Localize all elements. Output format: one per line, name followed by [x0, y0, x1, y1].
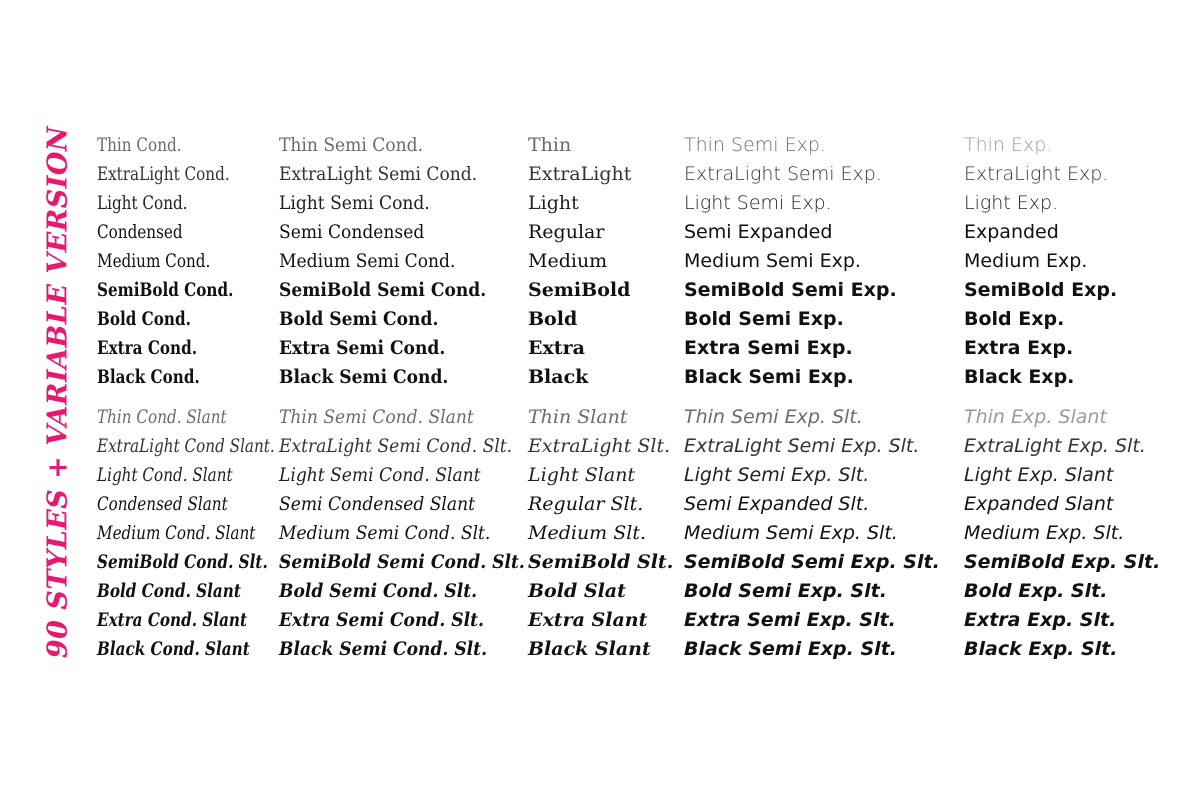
style-label: Expanded	[964, 221, 1059, 243]
style-label: Thin	[528, 134, 572, 156]
style-label: SemiBold Semi Cond. Slt.	[279, 551, 525, 573]
style-label: Thin Exp. Slant	[964, 406, 1107, 428]
style-label: Light	[528, 192, 579, 214]
slant-group	[279, 403, 552, 664]
style-label: Light Semi Cond.	[279, 192, 430, 214]
style-label: Thin Semi Cond. Slant	[279, 406, 474, 428]
style-label: SemiBold Cond. Slt.	[97, 551, 268, 573]
style-label: Light Semi Exp.	[684, 192, 832, 214]
style-label: Thin Semi Cond.	[279, 134, 424, 156]
style-label: Extra	[528, 337, 585, 359]
style-label: Extra Semi Cond. Slt.	[279, 609, 484, 631]
side-title: 90 STYLES + VARIABLE VERSION	[42, 125, 74, 659]
style-label: Black Slant	[528, 638, 651, 660]
upright-group	[279, 131, 509, 392]
style-label: Extra Semi Cond.	[279, 337, 446, 359]
style-label: ExtraLight	[528, 163, 632, 185]
style-label: Medium	[528, 250, 608, 272]
slant-group	[528, 403, 673, 664]
style-label: Medium Semi Cond.	[279, 250, 456, 272]
style-label: Bold Semi Exp.	[684, 308, 844, 330]
style-label: ExtraLight Semi Exp. Slt.	[684, 435, 920, 457]
style-label: Medium Cond. Slant	[97, 522, 256, 544]
style-label: ExtraLight Exp. Slt.	[964, 435, 1146, 457]
upright-group	[528, 131, 631, 392]
style-label: ExtraLight Cond Slant.	[97, 435, 275, 457]
style-label: Thin Semi Exp. Slt.	[684, 406, 863, 428]
style-label: ExtraLight Slt.	[528, 435, 671, 457]
style-label: Bold Exp. Slt.	[964, 580, 1108, 602]
style-label: Thin Exp.	[964, 134, 1053, 156]
style-label: Bold Exp.	[964, 308, 1065, 330]
style-label: Bold	[528, 308, 578, 330]
style-label: Light Cond. Slant	[97, 464, 233, 486]
style-label: Medium Semi Exp. Slt.	[684, 522, 898, 544]
style-label: Extra Semi Exp.	[684, 337, 853, 359]
style-label: Regular	[528, 221, 605, 243]
style-label: Light Exp.	[964, 192, 1059, 214]
style-label: Bold Semi Cond. Slt.	[279, 580, 478, 602]
style-label: Regular Slt.	[528, 493, 644, 515]
style-label: SemiBold	[528, 279, 631, 301]
style-label: Thin Slant	[528, 406, 628, 428]
style-label: ExtraLight Semi Exp.	[684, 163, 882, 185]
style-label: Extra Cond.	[97, 337, 198, 359]
style-label: ExtraLight Exp.	[964, 163, 1109, 185]
style-label: Black Cond. Slant	[97, 638, 250, 660]
upright-group	[964, 131, 1117, 392]
style-label: Bold Cond. Slant	[97, 580, 241, 602]
style-label: Bold Semi Cond.	[279, 308, 439, 330]
style-label: Light Cond.	[97, 192, 188, 214]
style-label: SemiBold Exp.	[964, 279, 1118, 301]
style-label: Light Semi Cond. Slant	[279, 464, 481, 486]
style-label: SemiBold Semi Exp. Slt.	[684, 551, 940, 573]
style-label: Light Semi Exp. Slt.	[684, 464, 870, 486]
style-label: Black Semi Exp.	[684, 366, 854, 388]
style-label: Bold Cond.	[97, 308, 191, 330]
style-label: Semi Expanded	[684, 221, 833, 243]
style-label: Light Exp. Slant	[964, 464, 1114, 486]
style-label: ExtraLight Cond.	[97, 163, 230, 185]
slant-group	[964, 403, 1160, 664]
slant-group	[684, 403, 940, 664]
style-label: SemiBold Slt.	[528, 551, 674, 573]
upright-group	[97, 131, 268, 392]
style-label: Black Cond.	[97, 366, 200, 388]
style-label: Bold Slat	[528, 580, 626, 602]
style-label: Semi Condensed Slant	[279, 493, 475, 515]
style-label: Black Semi Cond. Slt.	[279, 638, 488, 660]
upright-group	[684, 131, 897, 392]
style-label: Extra Exp. Slt.	[964, 609, 1117, 631]
style-label: Extra Slant	[528, 609, 648, 631]
style-label: Medium Slt.	[528, 522, 646, 544]
style-label: SemiBold Cond.	[97, 279, 234, 301]
style-label: Thin Cond.	[97, 134, 182, 156]
style-label: Semi Condensed	[279, 221, 425, 243]
style-label: SemiBold Semi Exp.	[684, 279, 897, 301]
style-label: SemiBold Exp. Slt.	[964, 551, 1161, 573]
style-label: Thin Cond. Slant	[97, 406, 227, 428]
style-label: Medium Cond.	[97, 250, 211, 272]
style-label: Black	[528, 366, 589, 388]
style-label: Medium Semi Cond. Slt.	[279, 522, 491, 544]
style-label: Extra Exp.	[964, 337, 1074, 359]
style-label: Medium Semi Exp.	[684, 250, 861, 272]
style-label: Black Semi Cond.	[279, 366, 449, 388]
style-label: Condensed Slant	[97, 493, 228, 515]
style-label: Black Exp. Slt.	[964, 638, 1118, 660]
style-label: Extra Cond. Slant	[97, 609, 247, 631]
style-label: ExtraLight Semi Cond. Slt.	[279, 435, 513, 457]
style-label: Bold Semi Exp. Slt.	[684, 580, 887, 602]
style-label: Thin Semi Exp.	[684, 134, 826, 156]
style-label: Extra Semi Exp. Slt.	[684, 609, 896, 631]
style-label: Light Slant	[528, 464, 636, 486]
style-label: Black Semi Exp. Slt.	[684, 638, 897, 660]
style-label: ExtraLight Semi Cond.	[279, 163, 478, 185]
style-label: Black Exp.	[964, 366, 1075, 388]
style-label: Expanded Slant	[964, 493, 1114, 515]
style-label: Condensed	[97, 221, 183, 243]
style-label: Medium Exp. Slt.	[964, 522, 1125, 544]
style-label: Medium Exp.	[964, 250, 1088, 272]
style-label: SemiBold Semi Cond.	[279, 279, 487, 301]
style-label: Semi Expanded Slt.	[684, 493, 870, 515]
